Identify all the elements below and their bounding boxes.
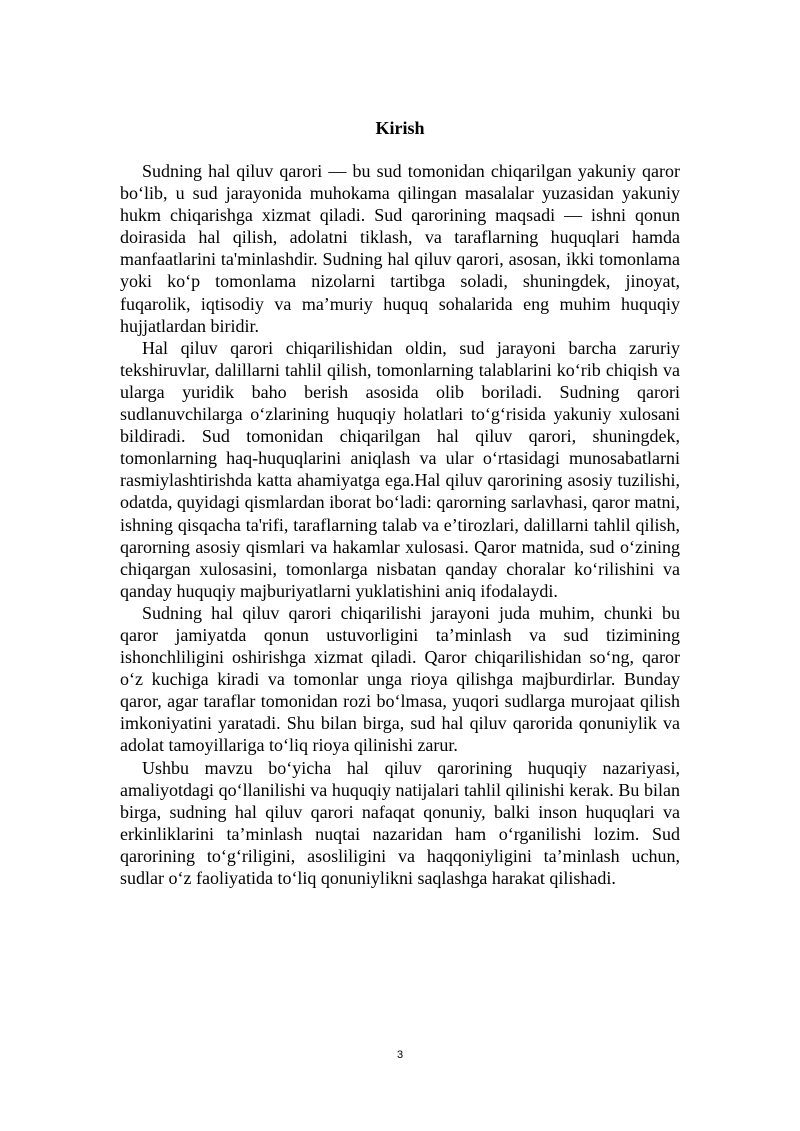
paragraph: Ushbu mavzu bo‘yicha hal qiluv qarorining huquqiy nazariyasi, amaliyotdagi qo‘llanilishi va huquqiy natijalari tahlil qilinishi kerak. Bu bilan birga, sudning hal qiluv qarori nafaqat qonuniy, balki inson huquqlari va erkinliklarini ta’minlash nuqtai nazaridan ham o‘rganilishi lozim. Sud qarorining to‘g‘riligini, asosliligini va haqqoniyligini ta’minlash uchun, sudlar o‘z faoliyatida to‘liq qonuniylikni saqlashga harakat qilishadi. [120, 757, 680, 888]
page-title: Kirish [375, 118, 425, 138]
paragraph: Sudning hal qiluv qarori chiqarilishi jarayoni juda muhim, chunki bu qaror jamiyatda qonun ustuvorligini ta’minlash va sud tizimining ishonchliligini oshirishga xizmat qiladi. Qaror chiqarilishidan so‘ng, qaror o‘z kuchiga kiradi va tomonlar unga rioya qilishga majburdirlar. Bunday qaror, agar taraflar tomonidan rozi bo‘lmasa, yuqori sudlarga murojaat qilish imkoniyatini yaratadi. Shu bilan birga, sud hal qiluv qarorida qonuniylik va adolat tamoyillariga to‘liq rioya qilinishi zarur. [120, 602, 680, 756]
paragraph: Sudning hal qiluv qarori — bu sud tomonidan chiqarilgan yakuniy qaror bo‘lib, u sud jarayonida muhokama qilingan masalalar yuzasidan yakuniy hukm chiqarishga xizmat qiladi. Sud qarorining maqsadi — ishni qonun doirasida hal qilish, adolatni tiklash, va taraflarning huquqlari hamda manfaatlarini ta'minlashdir. Sudning hal qiluv qarori, asosan, ikki tomonlama yoki ko‘p tomonlama nizolarni tartibga soladi, shuningdek, jinoyat, fuqarolik, iqtisodiy va ma’muriy huquq sohalarida eng muhim huquqiy hujjatlardan biridir. [120, 161, 680, 336]
page-number: 3 [396, 1049, 404, 1061]
paragraph: Hal qiluv qarori chiqarilishidan oldin, sud jarayoni barcha zaruriy tekshiruvlar, dalillarni tahlil qilish, tomonlarning talablarini ko‘rib chiqish va ularga yuridik baho berish asosida olib boriladi. Sudning qarori sudlanuvchilarga o‘zlarining huquqiy holatlari to‘g‘risida yakuniy xulosani bildiradi. Sud tomonidan chiqarilgan hal qiluv qarori, shuningdek, tomonlarning haq-huquqlarini aniqlash va ular o‘rtasidagi munosabatlarni rasmiylashtirishda katta ahamiyatga ega.Hal qiluv qarorining asosiy tuzilishi, odatda, quyidagi qismlardan iborat bo‘ladi: qarorning sarlavhasi, qaror matni, ishning qisqacha ta'rifi, taraflarning talab va e’tirozlari, dalillarni tahlil qilish, qarorning asosiy qismlari va hakamlar xulosasi. Qaror matnida, sud o‘zining chiqargan xulosasini, tomonlarga nisbatan qanday choralar ko‘rilishini va qanday huquqiy majburiyatlarni yuklatishini aniq ifodalaydi. [120, 337, 680, 601]
body-text [120, 160, 680, 889]
